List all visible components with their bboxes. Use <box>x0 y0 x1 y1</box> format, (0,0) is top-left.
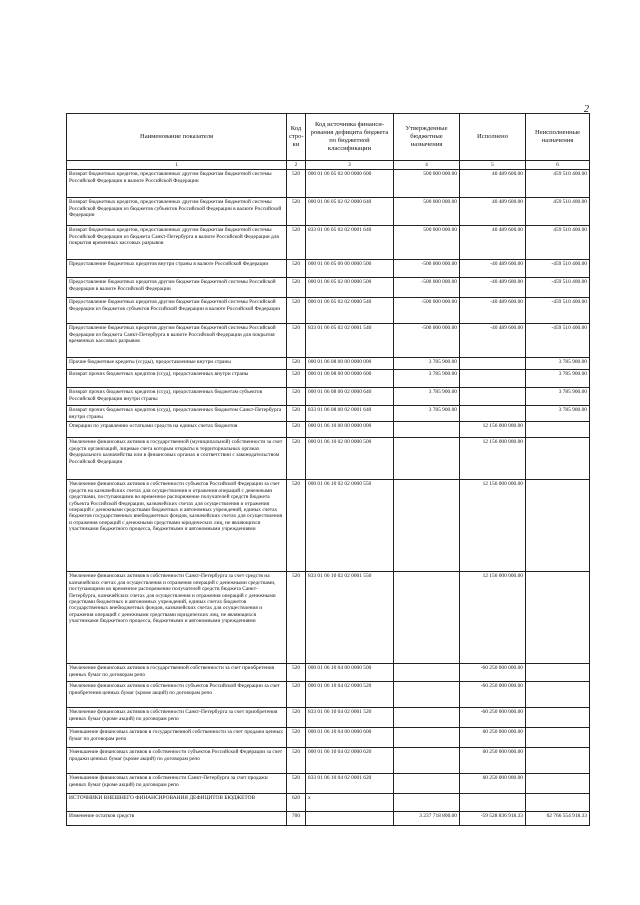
row-source-code: 833 01 06 08 00 02 0001 640 <box>306 406 394 422</box>
row-unexecuted-amount <box>526 422 590 438</box>
row-approved-amount <box>394 664 460 682</box>
page-number: 2 <box>584 104 589 115</box>
row-approved-amount <box>394 794 460 812</box>
row-code: 520 <box>287 774 306 794</box>
row-source-code: x <box>306 794 394 812</box>
row-name: Уменьшение финансовых активов в собственности Санкт-Петербурга за счет продажи ценных бумаг (кроме акций) по договорам репо <box>67 774 287 794</box>
table-row <box>67 438 590 480</box>
header-unexecuted: Неисполненные назначения <box>526 114 590 161</box>
row-name: Предоставление бюджетных кредитов другим бюджетам бюджетной системы Российской Федерации в валюте Российской Федерации <box>67 278 287 298</box>
row-name: Уменьшение финансовых активов в собственности субъектов Российской Федерации за счет продажи ценных бумаг (кроме акций) по договорам репо <box>67 748 287 774</box>
row-unexecuted-amount <box>526 682 590 708</box>
table-row <box>67 358 590 370</box>
row-executed-amount <box>460 406 526 422</box>
row-executed-amount: 40 489 600.00 <box>460 198 526 226</box>
row-unexecuted-amount: -459 510 400.00 <box>526 298 590 324</box>
row-executed-amount: -40 489 600.00 <box>460 260 526 278</box>
row-approved-amount: 3 785 900.00 <box>394 406 460 422</box>
row-approved-amount <box>394 708 460 728</box>
row-code: 520 <box>287 388 306 406</box>
row-name: Увеличение финансовых активов в собственности Санкт-Петербурга за счет средств на казначейских счетах для осуществления и отражения операций с денежными средствами, поступающими во временное распоряжение получателей средств бюджета Санкт-Петербурга, казначейских счетах для осуществления и отражения операций с денежными средствами бюджетных и автономных учреждений, единых счетах бюджетов государственных внебюджетных фондов, казначейских счетах для осуществления и отражения операций с денежными средствами юридических лиц, не являющихся участниками бюджетного процесса, бюджетными и автономными учреждениями <box>67 572 287 664</box>
row-executed-amount: 40 489 600.00 <box>460 226 526 260</box>
row-executed-amount: -60 250 000 000.00 <box>460 708 526 728</box>
header-approved: Утвержденные бюджетные назначения <box>394 114 460 161</box>
row-source-code: 000 01 06 08 00 00 0000 600 <box>306 370 394 388</box>
row-source-code: 833 01 06 10 04 02 0001 620 <box>306 774 394 794</box>
row-code: 520 <box>287 226 306 260</box>
row-code: 700 <box>287 812 306 826</box>
row-approved-amount: 500 000 000.00 <box>394 198 460 226</box>
column-numbers-row <box>67 161 590 170</box>
header-source: Код источника финанси-рования дефицита бюджета по бюджетной классификации <box>306 114 394 161</box>
row-approved-amount <box>394 682 460 708</box>
row-name: Увеличение финансовых активов в государственной собственности за счет приобретения ценных бумаг по договорам репо <box>67 664 287 682</box>
table-row <box>67 480 590 572</box>
row-approved-amount <box>394 438 460 480</box>
row-approved-amount: 3 785 900.00 <box>394 388 460 406</box>
row-unexecuted-amount: -459 510 400.00 <box>526 260 590 278</box>
table-row <box>67 708 590 728</box>
row-executed-amount: -40 489 600.00 <box>460 298 526 324</box>
column-number: 3 <box>306 161 394 170</box>
row-unexecuted-amount: -459 510 400.00 <box>526 324 590 358</box>
row-code: 520 <box>287 358 306 370</box>
table-row <box>67 812 590 826</box>
row-approved-amount: 500 000 000.00 <box>394 226 460 260</box>
row-approved-amount <box>394 572 460 664</box>
row-unexecuted-amount <box>526 572 590 664</box>
row-source-code: 000 01 06 05 00 00 0000 500 <box>306 260 394 278</box>
row-code: 520 <box>287 370 306 388</box>
row-source-code: 000 01 06 05 02 00 0000 600 <box>306 170 394 198</box>
table-row <box>67 728 590 748</box>
row-executed-amount <box>460 370 526 388</box>
row-name: ИСТОЧНИКИ ВНЕШНЕГО ФИНАНСИРОВАНИЯ ДЕФИЦИТОВ БЮДЖЕТОВ <box>67 794 287 812</box>
row-unexecuted-amount <box>526 438 590 480</box>
row-unexecuted-amount: 3 785 900.00 <box>526 406 590 422</box>
row-name: Прочие бюджетные кредиты (ссуды), предоставленные внутри страны <box>67 358 287 370</box>
row-name: Увеличение финансовых активов в собственности Санкт-Петербурга за счет приобретения ценных бумаг (кроме акций) по договорам репо <box>67 708 287 728</box>
row-name: Возврат прочих бюджетных кредитов (ссуд), предоставленных внутри страны <box>67 370 287 388</box>
row-executed-amount: -60 250 000 000.00 <box>460 682 526 708</box>
row-unexecuted-amount <box>526 664 590 682</box>
row-source-code: 000 01 06 10 04 02 0000 620 <box>306 748 394 774</box>
row-source-code: 000 01 06 10 04 00 0000 600 <box>306 728 394 748</box>
row-name: Предоставление бюджетных кредитов внутри страны в валюте Российской Федерации <box>67 260 287 278</box>
row-approved-amount <box>394 480 460 572</box>
row-approved-amount <box>394 774 460 794</box>
row-name: Предоставление бюджетных кредитов другим бюджетам бюджетной системы Российской Федерации из бюджетов субъектов Российской Федерации в валюте Российской Федерации <box>67 298 287 324</box>
row-code: 520 <box>287 708 306 728</box>
header-code: Код стро-ки <box>287 114 306 161</box>
row-source-code: 000 01 06 10 04 02 0000 520 <box>306 682 394 708</box>
row-source-code: 000 01 06 08 00 02 0000 640 <box>306 388 394 406</box>
row-source-code: 000 01 06 08 00 00 0000 000 <box>306 358 394 370</box>
row-name: Изменение остатков средств <box>67 812 287 826</box>
table-row <box>67 370 590 388</box>
row-executed-amount: 12 156 000 000.00 <box>460 572 526 664</box>
row-code: 520 <box>287 406 306 422</box>
row-code: 520 <box>287 748 306 774</box>
row-unexecuted-amount: 3 785 900.00 <box>526 370 590 388</box>
table-row <box>67 748 590 774</box>
row-approved-amount: -500 000 000.00 <box>394 324 460 358</box>
row-code: 520 <box>287 728 306 748</box>
row-source-code: 833 01 06 10 02 02 0001 550 <box>306 572 394 664</box>
row-code: 520 <box>287 572 306 664</box>
column-number: 4 <box>394 161 460 170</box>
row-executed-amount: -40 489 600.00 <box>460 324 526 358</box>
row-executed-amount: -40 489 600.00 <box>460 278 526 298</box>
table-body <box>67 170 590 826</box>
row-executed-amount <box>460 358 526 370</box>
row-source-code <box>306 812 394 826</box>
table-row <box>67 774 590 794</box>
column-number: 2 <box>287 161 306 170</box>
row-name: Возврат прочих бюджетных кредитов (ссуд), предоставленных бюджетом Санкт-Петербурга внутри страны <box>67 406 287 422</box>
row-unexecuted-amount <box>526 480 590 572</box>
row-executed-amount: 60 250 000 000.00 <box>460 774 526 794</box>
table-row <box>67 324 590 358</box>
row-approved-amount: 3 785 900.00 <box>394 370 460 388</box>
row-executed-amount <box>460 388 526 406</box>
row-approved-amount: -500 000 000.00 <box>394 278 460 298</box>
row-unexecuted-amount <box>526 748 590 774</box>
row-executed-amount: 40 489 600.00 <box>460 170 526 198</box>
row-unexecuted-amount: 3 785 900.00 <box>526 388 590 406</box>
row-executed-amount: 12 156 000 000.00 <box>460 422 526 438</box>
row-name: Уменьшение финансовых активов в государственной собственности за счет продажи ценных бумаг по договорам репо <box>67 728 287 748</box>
row-unexecuted-amount <box>526 728 590 748</box>
row-unexecuted-amount: -459 510 400.00 <box>526 278 590 298</box>
row-source-code: 000 01 06 05 02 02 0000 640 <box>306 198 394 226</box>
row-unexecuted-amount: 3 785 900.00 <box>526 358 590 370</box>
row-executed-amount <box>460 794 526 812</box>
row-unexecuted-amount: 459 510 400.00 <box>526 226 590 260</box>
row-approved-amount: -500 000 000.00 <box>394 260 460 278</box>
row-unexecuted-amount: 459 510 400.00 <box>526 198 590 226</box>
row-source-code: 000 01 06 05 02 02 0000 540 <box>306 298 394 324</box>
row-approved-amount <box>394 748 460 774</box>
row-code: 620 <box>287 794 306 812</box>
row-name: Возврат бюджетных кредитов, предоставленных другим бюджетам бюджетной системы Российской Федерации в валюте Российской Федерации <box>67 170 287 198</box>
row-source-code: 833 01 06 10 04 02 0001 520 <box>306 708 394 728</box>
table-row <box>67 682 590 708</box>
row-source-code: 000 01 06 10 04 00 0000 500 <box>306 664 394 682</box>
row-name: Возврат бюджетных кредитов, предоставленных другим бюджетам бюджетной системы Российской Федерации из бюджетов субъектов Российской Федерации в валюте Российской Федерации <box>67 198 287 226</box>
table-row <box>67 572 590 664</box>
row-source-code: 000 01 06 10 00 00 0000 000 <box>306 422 394 438</box>
table-row <box>67 170 590 198</box>
table-row <box>67 278 590 298</box>
row-code: 520 <box>287 198 306 226</box>
table-row <box>67 298 590 324</box>
row-unexecuted-amount: 62 766 554 918.33 <box>526 812 590 826</box>
table-row <box>67 422 590 438</box>
row-code: 520 <box>287 438 306 480</box>
row-code: 520 <box>287 298 306 324</box>
row-code: 520 <box>287 664 306 682</box>
table-row <box>67 226 590 260</box>
row-unexecuted-amount <box>526 774 590 794</box>
row-approved-amount: -500 000 000.00 <box>394 298 460 324</box>
row-code: 520 <box>287 260 306 278</box>
header-name: Наименование показателя <box>67 114 287 161</box>
row-unexecuted-amount <box>526 708 590 728</box>
column-number: 5 <box>460 161 526 170</box>
row-code: 520 <box>287 422 306 438</box>
row-code: 520 <box>287 170 306 198</box>
row-executed-amount: -60 250 000 000.00 <box>460 664 526 682</box>
row-approved-amount <box>394 422 460 438</box>
column-number: 1 <box>67 161 287 170</box>
row-source-code: 000 01 06 10 02 02 0000 550 <box>306 480 394 572</box>
row-approved-amount: 3 785 900.00 <box>394 358 460 370</box>
row-source-code: 000 01 06 05 02 00 0000 500 <box>306 278 394 298</box>
table-row <box>67 664 590 682</box>
row-code: 520 <box>287 278 306 298</box>
row-source-code: 833 01 06 05 02 02 0001 640 <box>306 226 394 260</box>
row-source-code: 833 01 06 05 02 02 0001 540 <box>306 324 394 358</box>
row-name: Операции по управлению остатками средств на единых счетах бюджетов <box>67 422 287 438</box>
row-name: Увеличение финансовых активов в собственности субъектов Российской Федерации за счет средств на казначейских счетах для осуществления и отражения операций с денежными средствами, поступающими во временное распоряжение получателей средств бюджета субъекта Российской Федерации, казначейских счетах для осуществления и отражения операций с денежными средствами бюджетных и автономных учреждений, единых счетах бюджетов государственных внебюджетных фондов, казначейских счетах для осуществления и отражения операций с денежными средствами юридических лиц, не являющихся участниками бюджетного процесса, бюджетными и автономными учреждениями <box>67 480 287 572</box>
row-name: Возврат прочих бюджетных кредитов (ссуд), предоставленных бюджетам субъектов Российской Федерации внутри страны <box>67 388 287 406</box>
row-code: 520 <box>287 480 306 572</box>
header-executed: Исполнено <box>460 114 526 161</box>
financing-sources-table <box>66 113 590 826</box>
row-code: 520 <box>287 324 306 358</box>
table-header-row <box>67 114 590 161</box>
row-approved-amount <box>394 728 460 748</box>
row-executed-amount: -59 528 836 918.33 <box>460 812 526 826</box>
row-name: Предоставление бюджетных кредитов другим бюджетам бюджетной системы Российской Федерации из бюджета Санкт-Петербурга в валюте Российской Федерации для покрытия временных кассовых разрывов <box>67 324 287 358</box>
row-name: Увеличение финансовых активов в государственной (муниципальной) собственности за счет средств организаций, лицевые счета которым открыты в территориальных органах Федерального казначейства или в финансовых органах в соответствии с законодательством Российской Федерации <box>67 438 287 480</box>
column-number: 6 <box>526 161 590 170</box>
row-unexecuted-amount <box>526 794 590 812</box>
row-executed-amount: 12 156 000 000.00 <box>460 480 526 572</box>
row-name: Увеличение финансовых активов в собственности субъектов Российской Федерации за счет приобретения ценных бумаг (кроме акций) по договорам репо <box>67 682 287 708</box>
table-row <box>67 260 590 278</box>
table-row <box>67 388 590 406</box>
row-executed-amount: 12 156 000 000.00 <box>460 438 526 480</box>
row-unexecuted-amount: 459 510 400.00 <box>526 170 590 198</box>
row-name: Возврат бюджетных кредитов, предоставленных другим бюджетам бюджетной системы Российской Федерации из бюджета Санкт-Петербурга в валюте Российской Федерации для покрытия временных кассовых разрывов <box>67 226 287 260</box>
row-approved-amount: 500 000 000.00 <box>394 170 460 198</box>
row-executed-amount: 60 250 000 000.00 <box>460 728 526 748</box>
table-row <box>67 406 590 422</box>
table-row <box>67 198 590 226</box>
row-executed-amount: 60 250 000 000.00 <box>460 748 526 774</box>
row-approved-amount: 3 237 718 800.00 <box>394 812 460 826</box>
row-code: 520 <box>287 682 306 708</box>
row-source-code: 000 01 06 10 02 00 0000 500 <box>306 438 394 480</box>
table-row <box>67 794 590 812</box>
